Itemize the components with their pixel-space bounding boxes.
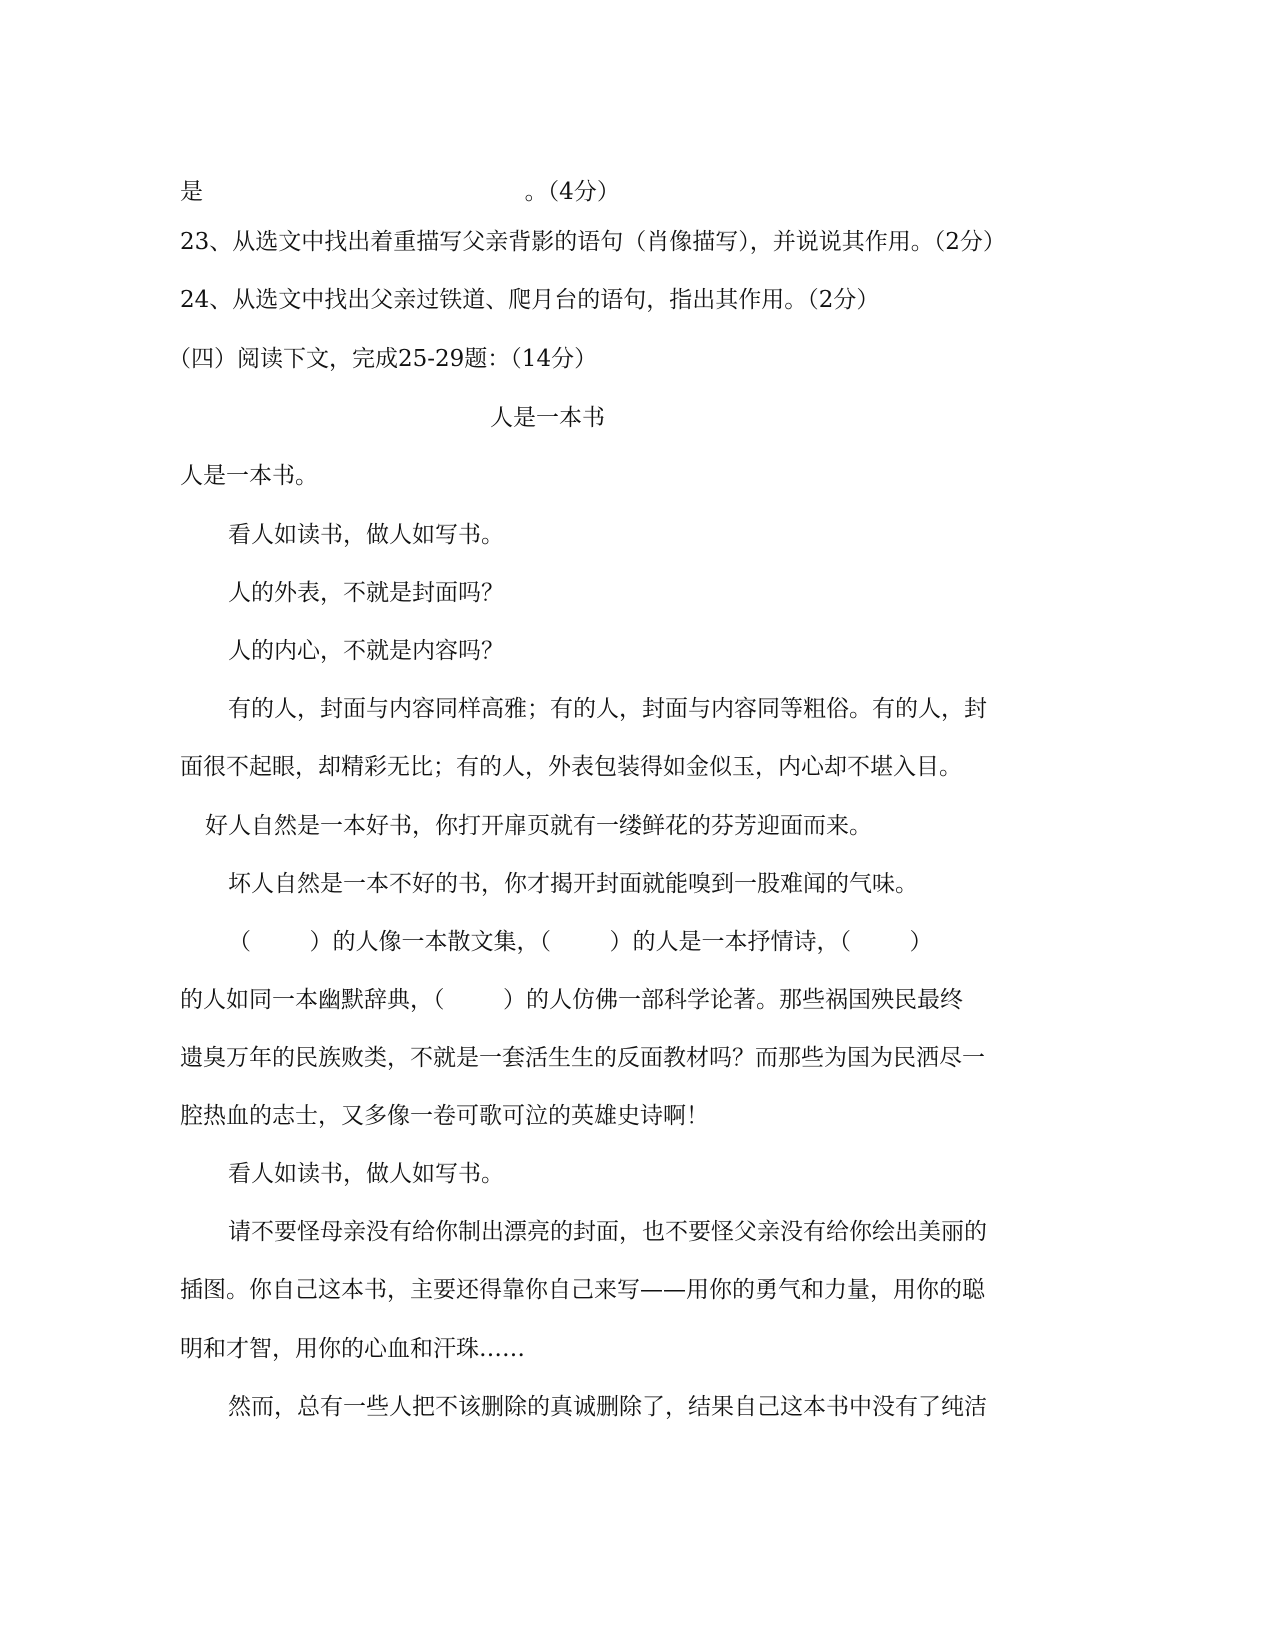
paragraph-line <box>0 1329 1275 1369</box>
paragraph-line <box>0 631 1275 671</box>
text-line: 看人如读书，做人如写书。 <box>228 1161 504 1187</box>
paragraph-line <box>0 1038 1275 1078</box>
question-24 <box>0 280 1275 320</box>
text-line: 人是一本书。 <box>180 463 318 489</box>
paragraph-line <box>0 747 1275 787</box>
paragraph-line <box>0 1212 1275 1252</box>
paragraph-line <box>0 1154 1275 1194</box>
text-line: 坏人自然是一本不好的书，你才揭开封面就能嗅到一股难闻的气味。 <box>228 871 918 897</box>
text-line: （四）阅读下文，完成25-29题：（14分） <box>168 346 598 372</box>
text-line: 好人自然是一本好书，你打开扉页就有一缕鲜花的芬芳迎面而来。 <box>205 813 872 839</box>
text-line: 明和才智，用你的心血和汗珠…… <box>180 1336 525 1362</box>
section-heading <box>0 339 1275 379</box>
paragraph-line <box>0 689 1275 729</box>
text-line: 面很不起眼，却精彩无比；有的人，外表包装得如金似玉，内心却不堪入目。 <box>180 754 962 780</box>
paragraph-line <box>0 1270 1275 1310</box>
text-line: 人的内心，不就是内容吗？ <box>228 638 504 664</box>
text-line: 请不要怪母亲没有给你制出漂亮的封面，也不要怪父亲没有给你绘出美丽的 <box>228 1219 987 1245</box>
paragraph-line <box>0 980 1275 1020</box>
question-23 <box>0 222 1275 262</box>
article-title <box>0 398 1275 438</box>
paragraph-line <box>0 1387 1275 1427</box>
text-line: 的人如同一本幽默辞典，（ ）的人仿佛一部科学论著。那些祸国殃民最终 <box>180 987 963 1013</box>
text-line: 23、从选文中找出着重描写父亲背影的语句（肖像描写），并说说其作用。（2分） <box>180 229 1006 255</box>
text-line: 人是一本书 <box>490 405 605 431</box>
paragraph-line <box>0 515 1275 555</box>
paragraph-line <box>0 864 1275 904</box>
text-line: 然而，总有一些人把不该删除的真诚删除了，结果自己这本书中没有了纯洁 <box>228 1394 987 1420</box>
text-line: 腔热血的志士，又多像一卷可歌可泣的英雄史诗啊！ <box>180 1103 709 1129</box>
text-line: （ ）的人像一本散文集，（ ）的人是一本抒情诗，（ ） <box>228 929 933 955</box>
text-line: 有的人，封面与内容同样高雅；有的人，封面与内容同等粗俗。有的人，封 <box>228 696 987 722</box>
text-line: 插图。你自己这本书，主要还得靠你自己来写——用你的勇气和力量，用你的聪 <box>180 1277 985 1303</box>
paragraph-line <box>0 573 1275 613</box>
text-line: 看人如读书，做人如写书。 <box>228 522 504 548</box>
paragraph-line <box>0 1096 1275 1136</box>
question-22-answer-line <box>0 172 1275 212</box>
text-line: 人的外表，不就是封面吗？ <box>228 580 504 606</box>
text-line: 遗臭万年的民族败类，不就是一套活生生的反面教材吗？而那些为国为民洒尽一 <box>180 1045 985 1071</box>
paragraph-line <box>0 922 1275 962</box>
paragraph-line <box>0 456 1275 496</box>
text-line: 是 。（4分） <box>180 179 620 205</box>
paragraph-line <box>0 806 1275 846</box>
text-line: 24、从选文中找出父亲过铁道、爬月台的语句，指出其作用。（2分） <box>180 287 880 313</box>
